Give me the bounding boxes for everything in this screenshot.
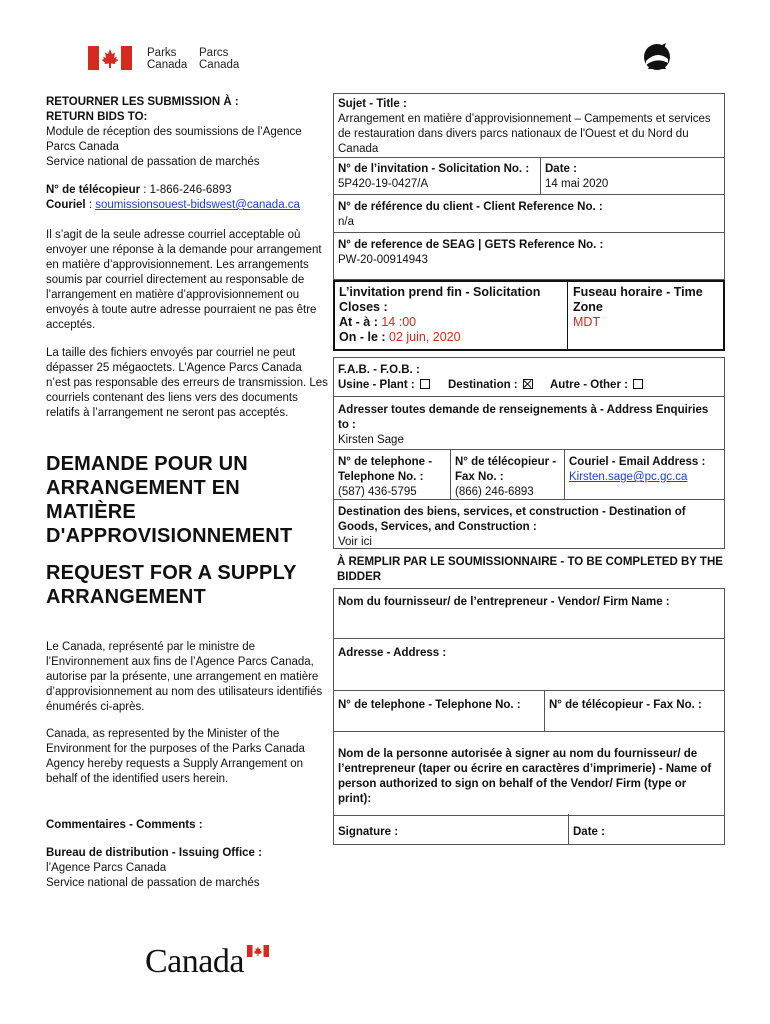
email-label: Couriel xyxy=(46,199,86,211)
date-label: Date : xyxy=(545,163,577,175)
email-line xyxy=(46,198,336,213)
contact-block xyxy=(46,183,336,213)
fax-label: N° de télécopieur xyxy=(46,184,141,196)
title-english xyxy=(46,561,331,609)
fob-cell xyxy=(334,360,724,396)
bidder-info-box xyxy=(333,588,725,845)
title-fr-line: DEMANDE POUR UN xyxy=(46,453,248,475)
canada-wordmark-text: Canada xyxy=(145,943,244,980)
subject-value: Arrangement en matière d’approvisionnement – Campements et services de restauration dans divers parcs nationaux de l'Ouest et du Nord du Canada xyxy=(338,113,711,155)
signature-date-label: Date : xyxy=(573,826,605,838)
enquiries-label: Adresser toutes demande de renseignements à - Address Enquiries to : xyxy=(338,404,709,431)
fax-line xyxy=(46,183,336,198)
brand-french xyxy=(199,47,239,71)
return-heading-en: RETURN BIDS TO: xyxy=(46,111,148,123)
subject-cell xyxy=(334,94,724,160)
file-size-note-paragraph: La taille des fichiers envoyés par courriel ne peut dépasser 25 mégaoctets. L’Agence Parcs Canada n’est pas responsable des erreurs de transmission. Les courriels contenant des liens vers des documents relatifs à l’arrangement ne seront pas acceptés. xyxy=(46,347,328,419)
enquiries-cell xyxy=(334,400,714,451)
title-fr-line: D'APPROVISIONNEMENT xyxy=(46,525,293,547)
destination-value: Voir ici xyxy=(338,536,372,548)
comments-label: Commentaires - Comments : xyxy=(46,819,203,831)
address-field[interactable] xyxy=(334,643,724,689)
canada-wordmark-flag-icon xyxy=(247,945,269,957)
email-separator: : xyxy=(85,199,96,211)
email-address-link[interactable]: Kirsten.sage@pc.gc.ca xyxy=(569,471,688,483)
client-reference-label: N° de référence du client - Client Reference No. : xyxy=(338,201,603,213)
issuing-office-label: Bureau de distribution - Issuing Office : xyxy=(46,847,262,859)
fax-cell xyxy=(451,452,565,503)
closing-cell xyxy=(335,282,567,348)
signature-box xyxy=(333,814,725,845)
title-french xyxy=(46,452,331,548)
bidder-fax-label: N° de télécopieur - Fax No. : xyxy=(549,699,702,711)
email-cell xyxy=(565,452,723,488)
delivery-contact-box xyxy=(333,357,725,549)
gets-reference-cell xyxy=(334,235,724,271)
client-reference-value: n/a xyxy=(338,216,354,228)
fob-plant-label: Usine - Plant : xyxy=(338,379,415,391)
closes-label-line-1: L’invitation prend fin - Solicitation xyxy=(339,285,541,299)
title-fr-line: MATIÈRE xyxy=(46,501,136,523)
telephone-label-line-1: N° de telephone - xyxy=(338,456,433,468)
closes-label-line-2: Closes : xyxy=(339,300,388,314)
address-label: Adresse - Address : xyxy=(338,647,447,659)
signature-field[interactable] xyxy=(334,822,567,852)
closing-date-value: 02 juin, 2020 xyxy=(389,330,461,344)
telephone-cell xyxy=(334,452,450,503)
fob-other-label: Autre - Other : xyxy=(550,379,628,391)
fob-other-checkbox[interactable] xyxy=(633,379,643,389)
time-zone-value: MDT xyxy=(573,315,601,329)
closing-time-value: 14 :00 xyxy=(381,315,417,329)
date-value: 14 mai 2020 xyxy=(545,178,609,190)
authorization-paragraph-fr: Le Canada, représenté par le ministre de l’Environnement aux fins de l’Agence Parcs Canada, autorise par la présente, une arrangement en matière d’approvisionnement au nom des utilisateurs identifiés énumérés ci-après. xyxy=(46,641,323,713)
title-en-line: ARRANGEMENT xyxy=(46,586,206,608)
bidder-telephone-field[interactable] xyxy=(334,695,544,731)
fax-value: : 1-866-246-6893 xyxy=(140,184,232,196)
signature-date-field[interactable] xyxy=(569,822,723,852)
canada-flag-icon xyxy=(88,46,132,70)
authorized-person-field[interactable] xyxy=(334,744,722,814)
time-zone-label-line-2: Zone xyxy=(573,300,603,314)
bidder-section-heading: À REMPLIR PAR LE SOUMISSIONNAIRE - TO BE COMPLETED BY THE BIDDER xyxy=(337,556,723,583)
issuing-office-line: l’Agence Parcs Canada xyxy=(46,862,167,874)
destination-label: Destination des biens, services, et construction - Destination of Goods, Services, and Construction : xyxy=(338,506,686,533)
fob-destination-checkbox-checked[interactable] xyxy=(523,379,533,389)
signature-label: Signature : xyxy=(338,826,399,838)
date-cell xyxy=(541,159,721,195)
gets-reference-label: N° de reference de SEAG | GETS Reference No. : xyxy=(338,239,604,251)
title-en-line: REQUEST FOR A SUPPLY xyxy=(46,562,297,584)
solicitation-number-cell xyxy=(334,159,539,195)
fax-label-line-2: Fax No. : xyxy=(455,471,504,483)
vendor-name-field[interactable] xyxy=(334,592,724,638)
return-address-line: Parcs Canada xyxy=(46,141,119,153)
subject-label: Sujet - Title : xyxy=(338,98,407,110)
brand-en-line-2: Canada xyxy=(147,59,188,71)
fax-number-value: (866) 246-6893 xyxy=(455,486,534,498)
solicitation-number-label: N° de l’invitation - Solicitation No. : xyxy=(338,163,530,175)
client-reference-cell xyxy=(334,197,724,233)
time-zone-cell xyxy=(569,282,719,333)
issuing-office-line: Service national de passation de marchés xyxy=(46,877,260,889)
solicitation-number-value: 5P420-19-0427/A xyxy=(338,178,429,190)
beaver-emblem-icon xyxy=(640,40,674,79)
enquiries-contact-name: Kirsten Sage xyxy=(338,434,404,446)
return-address-line: Module de réception des soumissions de l’Agence xyxy=(46,126,302,138)
title-fr-line: ARRANGEMENT EN xyxy=(46,477,240,499)
time-zone-label-line-1: Fuseau horaire - Time xyxy=(573,285,703,299)
return-bids-block xyxy=(46,95,331,170)
fax-label-line-1: N° de télécopieur - xyxy=(455,456,557,468)
fob-plant-checkbox[interactable] xyxy=(420,379,430,389)
fob-label: F.A.B. - F.O.B. : xyxy=(338,364,420,376)
fob-destination-label: Destination : xyxy=(448,379,518,391)
brand-fr-line-1: Parcs xyxy=(199,47,229,59)
bidder-fax-field[interactable] xyxy=(545,695,723,731)
authorization-paragraph-en: Canada, as represented by the Minister of the Environment for the purposes of the Parks Canada Agency hereby requests a Supply Arrangement on behalf of the identified users herein. xyxy=(46,728,305,785)
email-link[interactable]: soumissionsouest-bidswest@canada.ca xyxy=(95,199,300,211)
closing-date-label: On - le : xyxy=(339,330,389,344)
telephone-value: (587) 436-5795 xyxy=(338,486,417,498)
closing-time-label: At - à : xyxy=(339,315,382,329)
canada-wordmark xyxy=(145,943,244,981)
email-address-label: Couriel - Email Address : xyxy=(569,456,706,468)
issuing-office-block xyxy=(46,846,331,891)
parks-canada-logo xyxy=(88,46,132,75)
brand-fr-line-2: Canada xyxy=(199,59,240,71)
return-heading-fr: RETOURNER LES SUBMISSION À : xyxy=(46,96,239,108)
brand-en-line-1: Parks xyxy=(147,47,177,59)
vendor-name-label: Nom du fournisseur/ de l’entrepreneur - Vendor/ Firm Name : xyxy=(338,596,670,608)
closing-date-box xyxy=(333,280,725,351)
bidder-telephone-label: N° de telephone - Telephone No. : xyxy=(338,699,521,711)
return-address-line: Service national de passation de marchés xyxy=(46,156,260,168)
brand-english xyxy=(147,47,187,71)
email-note-paragraph: Il s’agit de la seule adresse courriel acceptable où envoyer une réponse à la demande pour arrangement en matière d’approvisionnement. Les arrangements soumis par courriel directement au responsable de l’arrangement en matière d’approvisionnement ou envoyés à toute autre adresse pourraient ne pas être acceptés. xyxy=(46,229,322,331)
authorized-person-label: Nom de la personne autorisée à signer au nom du fournisseur/ de l’entrepreneur (taper ou écrire en caractères d’imprimerie) - Name of person authorized to sign on behalf of the Vendor/ Firm (type or print): xyxy=(338,748,712,805)
destination-cell xyxy=(334,502,719,553)
gets-reference-value: PW-20-00914943 xyxy=(338,254,428,266)
solicitation-info-box xyxy=(333,93,725,280)
telephone-label-line-2: Telephone No. : xyxy=(338,471,424,483)
